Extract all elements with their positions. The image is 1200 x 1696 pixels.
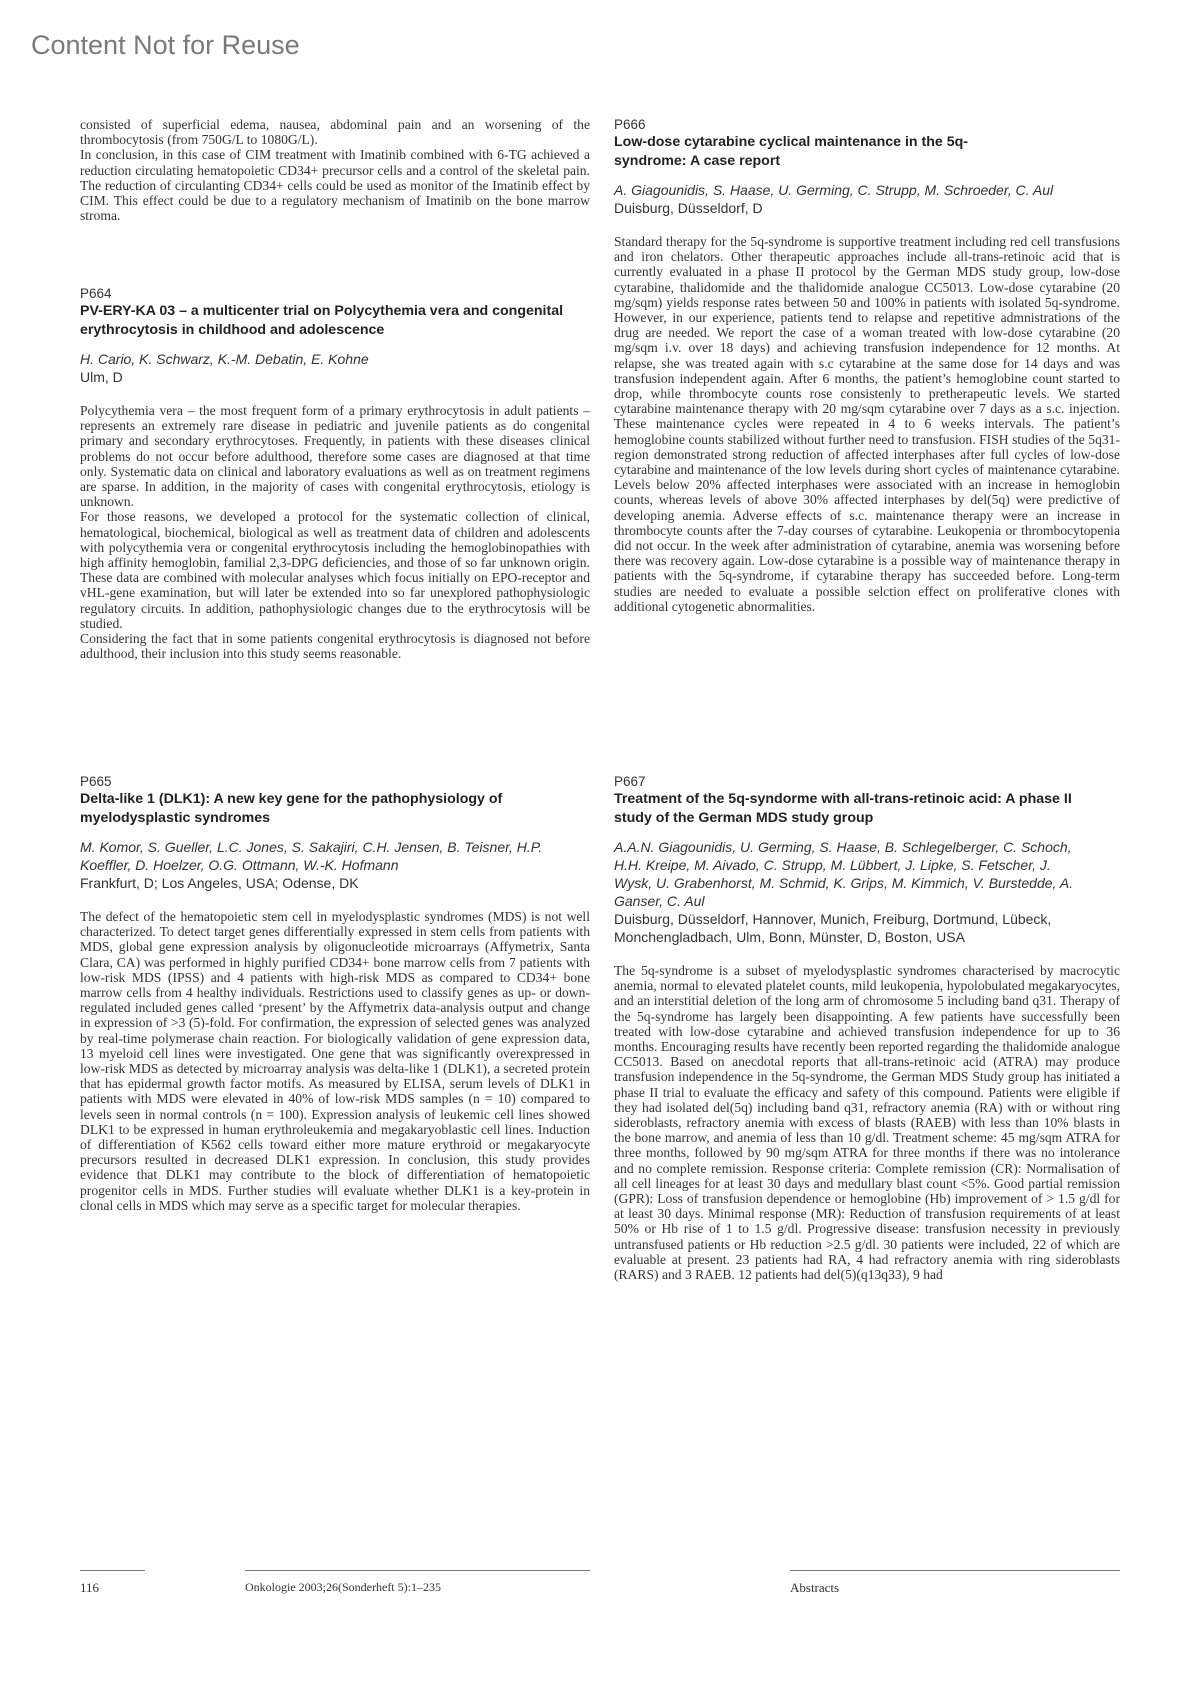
paragraph: The defect of the hematopoietic stem cell in myelodysplastic syndromes (MDS) is not well characterized. To detect target genes differentially expressed in stem cells from patients with MDS, global gene expression analysis by oligonucleotide microarrays (Affymetrix, Santa Clara, CA) was performed in highly purified CD34+ bone marrow cells from 7 patients with low-risk MDS (IPSS) and 4 patients with high-risk MDS as compared to CD34+ bone marrow cells from 4 healthy individuals. Restrictions used to classify genes as up- or down-regulated included genes called ‘present’ by the Affymetrix data-analysis output and change in expression of >3 (5)-fold. For confirmation, the expression of selected genes was analyzed by real-time polymerase chain reaction. For biologically validation of gene expression data, 13 myeloid cell lines were investigated. One gene that was significantly overexpressed in low-risk MDS as detected by microarray analysis was delta-like 1 (DLK1), a secreted protein that has epidermal growth factor motifs. As measured by ELISA, serum levels of DLK1 in patients with MDS were elevated in 40% of low-risk MDS samples (n = 10) compared to levels seen in normal controls (n = 100). Expression analysis of leukemic cell lines showed DLK1 to be expressed in human erythroleukemia and megakaryoblastic cell lines. Induction of differentiation of K562 cells toward either more mature erythroid or megakaryocyte precursors resulted in decreased DLK1 expression. In conclusion, this study provides evidence that DLK1 may contribute to the block of differentiation of hematopoietic progenitor cells in MDS. Further studies will evaluate whether DLK1 is a key-protein in clonal cells in MDS which may serve as a specific target for molecular therapies. <box>80 909 590 1213</box>
abstract-p665 <box>80 773 590 1213</box>
abstract-title: Treatment of the 5q-syndorme with all-trans-retinoic acid: A phase II study of the German MDS study group <box>614 791 1072 826</box>
abstract-authors: A. Giagounidis, S. Haase, U. Germing, C. Strupp, M. Schroeder, C. Aul <box>614 182 1054 198</box>
journal-citation: Onkologie 2003;26(Sonderheft 5):1–235 <box>245 1580 441 1594</box>
abstract-p667 <box>614 773 1120 1282</box>
watermark: Content Not for Reuse <box>31 30 300 60</box>
section-name: Abstracts <box>790 1580 840 1595</box>
abstract-affiliation: Frankfurt, D; Los Angeles, USA; Odense, DK <box>80 875 359 891</box>
paragraph: Polycythemia vera – the most frequent form of a primary erythrocytosis in adult patients – represents an extremely rare disease in pediatric and juvenile patients as do congenital primary and secondary erythrocytoses. Frequently, in patients with these diseases clinical problems do not occur before adulthood, therefore some cases are diagnosed at that time only. Systematic data on clinical and laboratory evaluations as well as on treatment regimens are sparse. In addition, in the majority of cases with congenital erythrocytosis, etiology is unknown. <box>80 403 590 510</box>
abstract-id: P665 <box>80 774 112 789</box>
abstract-p666 <box>614 116 1120 614</box>
abstract-body <box>614 234 1120 614</box>
footer-rule <box>80 1570 145 1571</box>
paragraph: The 5q-syndrome is a subset of myelodysplastic syndromes characterised by macrocytic anemia, normal to elevated platelet counts, mild leukopenia, hypolobulated megakaryocytes, and an interstitial deletion of the long arm of chromosome 5 including band q31. Therapy of the 5q-syndrome has largely been disappointing. A few patients have successfully been treated with low-dose cytarabine and achieved transfusion independence for up to 36 months. Encouraging results have recently been reported regarding the thalidomide analogue CC5013. Based on anecdotal reports that all-trans-retinoic acid (ATRA) may produce transfusion independence in the 5q-syndrome, the German MDS Study group has initiated a phase II trial to evaluate the efficacy and safety of this compound. Patients were eligible if they had isolated del(5q) including band q31, refractory anemia (RA) with or without ring sideroblasts, refractory anemia with excess of blasts (RAEB) with less than 10% blasts in the bone marrow, and anemia of less than 10 g/dl. Treatment scheme: 45 mg/sqm ATRA for three months, followed by 90 mg/sqm ATRA for three months if there was no intolerance and no complete remission. Response criteria: Complete remission (CR): Normalisation of all cell lineages for at least 30 days and medullary blast count <5%. Good partial remission (GPR): Loss of transfusion dependence or hemoglobine (Hb) improvement of > 1.5 g/dl for at least 30 days. Minimal response (MR): Reduction of transfusion requirements of at least 50% or Hb rise of 1 to 1.5 g/dl. Progressive disease: transfusion necessity in previously untransfused patients or Hb reduction >2.5 g/dl. 30 patients were included, 22 of which are evaluable at present. 23 patients had RA, 4 had refractory anemia with ring sideroblasts (RARS) and 3 RAEB. 12 patients had del(5)(q13q33), 9 had <box>614 963 1120 1283</box>
footer-rule <box>790 1570 1120 1571</box>
abstract-authors: M. Komor, S. Gueller, L.C. Jones, S. Sakajiri, C.H. Jensen, B. Teisner, H.P. Koeffler, D. Hoelzer, O.G. Ottmann, W.-K. Hofmann <box>80 839 543 873</box>
abstract-affiliation: Ulm, D <box>80 369 123 385</box>
abstract-body <box>80 909 590 1213</box>
abstract-title: Low-dose cytarabine cyclical maintenance in the 5q-syndrome: A case report <box>614 134 969 169</box>
paragraph: For those reasons, we developed a protocol for the systematic collection of clinical, hematological, biochemical, biological as well as treatment data of children and adolescents with polycythemia vera or congenital erythrocytosis including the hemoglobinopathies with high affinity hemoglobin, familial 2,3-DPG deficiencies, and those of so far unknown origin. These data are combined with molecular analyses which focus initially on EPO-receptor and vHL-gene examination, but will later be extended into so far unexplored pathophysiologic regulatory circuits. In addition, pathophysiologic changes due to the erythrocytosis will be studied. <box>80 509 590 631</box>
continued-text <box>80 117 590 223</box>
abstract-authors: A.A.N. Giagounidis, U. Germing, S. Haase, B. Schlegelberger, C. Schoch, H.H. Kreipe, M. Aivado, C. Strupp, M. Lübbert, J. Lipke, S. Fetscher, J. Wysk, U. Grabenhorst, M. Schmid, K. Grips, M. Kimmich, V. Burstedde, A. Ganser, C. Aul <box>614 839 1074 909</box>
abstract-id: P664 <box>80 286 112 301</box>
abstract-id: P667 <box>614 774 646 789</box>
paragraph: In conclusion, in this case of CIM treatment with Imatinib combined with 6-TG achieved a reduction circulating hematopoietic CD34+ precursor cells and a control of the skeletal pain. The reduction of circulanting CD34+ cells could be used as monitor of the Imatinib effect by CIM. This effect could be due to a regulatory mechanism of Imatinib on the bone marrow stroma. <box>80 147 590 224</box>
abstract-p664 <box>80 285 590 661</box>
abstract-title: PV-ERY-KA 03 – a multicenter trial on Polycythemia vera and congenital erythrocytosis in childhood and adolescence <box>80 303 564 338</box>
abstract-body <box>80 403 590 661</box>
paragraph: Standard therapy for the 5q-syndrome is supportive treatment including red cell transfusions and iron chelators. Other therapeutic approaches include all-trans-retinoic acid that is currently evaluated in a phase II protocol by the German MDS study group, low-dose cytarabine, thalidomide and the thalidomide analogue CC5013. Low-dose cytarabine (20 mg/sqm) yields response rates between 50 and 100% in patients with isolated 5q-syndrome. However, in our experience, patients tend to relapse and repetitive admnistrations of the drug are needed. We report the case of a woman treated with low-dose cytarabine (20 mg/sqm i.v. over 18 days) and achieving transfusion independence for 12 months. At relapse, she was treated again with s.c cytarabine at the same dose for 14 days and was transfusion independent again. After 6 months, the patient’s hemoglobine count started to drop, while thrombocyte counts rose consistenly to pretherapeutic levels. We started cytarabine maintenance therapy with 20 mg/sqm cytarabine over 7 days as a s.c. injection. These maintenance cycles were repeated in 4 to 6 weeks intervals. The patient’s hemoglobine counts stabilized without further need to transfusion. FISH studies of the 5q31-region demonstrated strong reduction of affected interphases after full cycles of low-dose cytarabine and maintenance of the low levels during short cycles of maintenance cytarabine. Levels below 20% affected interphases were associated with an increase in hemoglobin counts, whereas levels of above 30% affected interphases by del(5q) were predictive of developing anemia. Adverse effects of s.c. maintenance therapy were an increase in thrombocyte counts after the 7-day courses of cytarabine. Leukopenia or thrombocytopenia did not occur. In the week after administration of cytarabine, anemia was worsening before there was recovery again. Low-dose cytarabine is a possible way of maintenance therapy in patients with the 5q-syndrome, if cytarabine therapy has succeeded before. Long-term studies are needed to evaluate a possible selction effect on proliferative clones with additional cytogenetic abnormalities. <box>614 234 1120 614</box>
abstract-body <box>614 963 1120 1282</box>
abstract-affiliation: Duisburg, Düsseldorf, Hannover, Munich, Freiburg, Dortmund, Lübeck, Monchengladbach, Ulm, Bonn, Münster, D, Boston, USA <box>614 911 1052 945</box>
abstract-affiliation: Duisburg, Düsseldorf, D <box>614 200 763 216</box>
footer-rule <box>245 1570 590 1571</box>
abstract-authors: H. Cario, K. Schwarz, K.-M. Debatin, E. Kohne <box>80 351 369 367</box>
paragraph: Considering the fact that in some patients congenital erythrocytosis is diagnosed not before adulthood, their inclusion into this study seems reasonable. <box>80 631 590 662</box>
abstract-title: Delta-like 1 (DLK1): A new key gene for the pathophysiology of myelodysplastic syndromes <box>80 791 503 826</box>
abstract-id: P666 <box>614 117 646 132</box>
paragraph: consisted of superficial edema, nausea, abdominal pain and an worsening of the thrombocytosis (from 750G/L to 1080G/L). <box>80 117 590 148</box>
page-number: 116 <box>80 1580 100 1595</box>
